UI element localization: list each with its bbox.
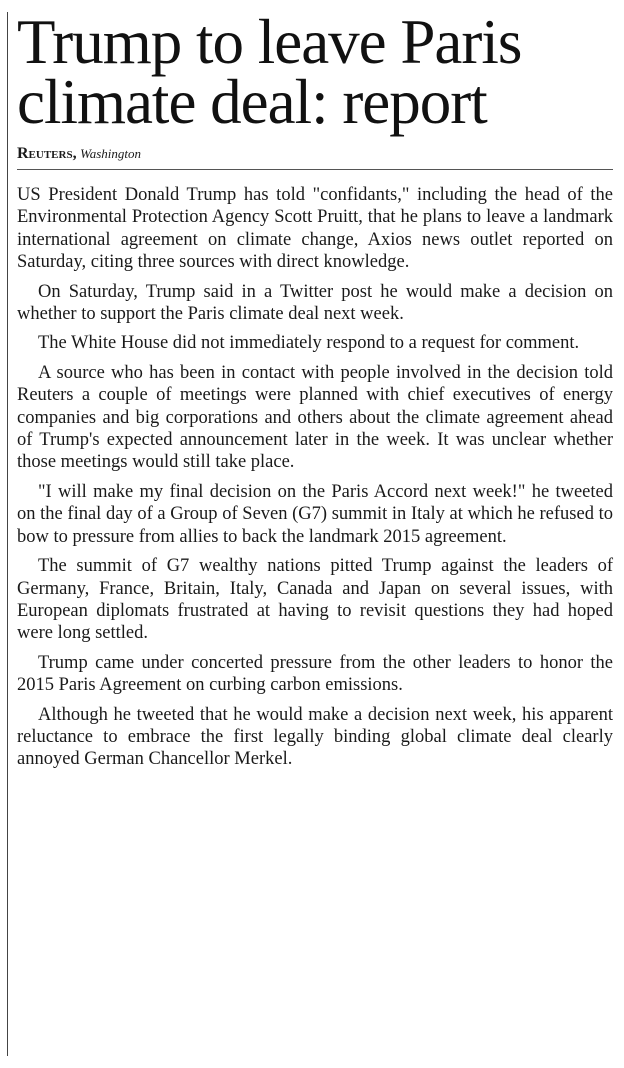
byline-dateline: Washington: [80, 146, 141, 161]
byline: [17, 146, 613, 170]
byline-agency: Reuters,: [17, 145, 77, 162]
paragraph-2: On Saturday, Trump said in a Twitter post he would make a decision on whether to support the Paris climate deal next week.: [17, 281, 613, 325]
headline: [17, 7, 613, 137]
headline-line-2: climate deal: report: [17, 67, 487, 137]
paragraph-7: Trump came under concerted pressure from the other leaders to honor the 2015 Paris Agreement on curbing carbon emissions.: [17, 652, 613, 696]
paragraph-3: The White House did not immediately respond to a request for comment.: [38, 333, 580, 354]
article-body: [17, 184, 613, 771]
headline-line-1: Trump to leave Paris: [17, 7, 522, 77]
paragraph-5: "I will make my final decision on the Paris Accord next week!" he tweeted on the final day of a Group of Seven (G7) summit in Italy at which he refused to bow to pressure from allies to back the landmark 2015 agreement.: [17, 481, 613, 547]
paragraph-6: The summit of G7 wealthy nations pitted Trump against the leaders of Germany, France, Britain, Italy, Canada and Japan on several issues, with European diplomats frustrated at having to revisit questions they had hoped were long settled.: [17, 556, 613, 644]
news-article: [17, 7, 613, 778]
paragraph-1: US President Donald Trump has told "confidants," including the head of the Environmental Protection Agency Scott Pruitt, that he plans to leave a landmark international agreement on climate change, Axios news outlet reported on Saturday, citing three sources with direct knowledge.: [17, 185, 613, 273]
paragraph-4: A source who has been in contact with people involved in the decision told Reuters a couple of meetings were planned with chief executives of energy companies and big corporations and others about the climate agreement ahead of Trump's expected announcement later in the week. It was unclear whether those meetings would still take place.: [17, 362, 613, 473]
paragraph-8: Although he tweeted that he would make a decision next week, his apparent reluctance to embrace the first legally binding global climate deal clearly annoyed German Chancellor Merkel.: [17, 704, 613, 770]
column-rule: [7, 12, 8, 1056]
